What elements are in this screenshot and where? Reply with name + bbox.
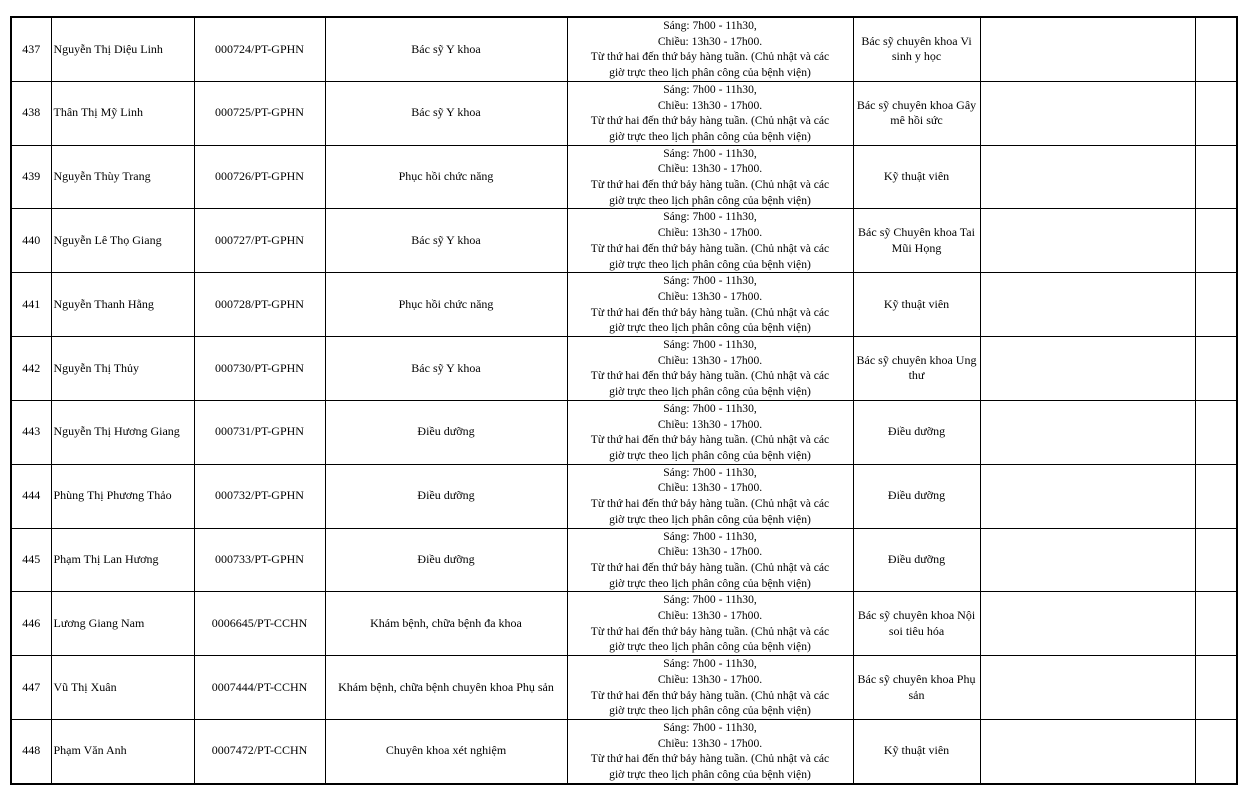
working-hours-line: giờ trực theo lịch phân công của bệnh viện): [609, 385, 811, 399]
working-hours-line: Sáng: 7h00 - 11h30,: [663, 274, 757, 288]
practice-scope-cell: Khám bệnh, chữa bệnh đa khoa: [325, 592, 567, 656]
working-hours-cell: [567, 592, 853, 656]
full-name-cell: Lương Giang Nam: [51, 592, 194, 656]
empty-cell: [1195, 273, 1237, 337]
row-number-cell: 437: [11, 17, 51, 81]
empty-cell: [980, 528, 1195, 592]
working-hours-line: giờ trực theo lịch phân công của bệnh viện): [609, 321, 811, 335]
row-number-cell: 442: [11, 337, 51, 401]
practice-scope-cell: Chuyên khoa xét nghiệm: [325, 719, 567, 783]
working-hours-cell: [567, 400, 853, 464]
working-hours-line: Từ thứ hai đến thứ bảy hàng tuần. (Chủ nhật và các: [590, 624, 830, 638]
empty-cell: [1195, 400, 1237, 464]
row-number-cell: 441: [11, 273, 51, 337]
practice-scope-cell: Bác sỹ Y khoa: [325, 17, 567, 81]
working-hours-line: Chiều: 13h30 - 17h00.: [657, 672, 763, 686]
working-hours-cell: [567, 528, 853, 592]
table-row: [11, 400, 1237, 464]
empty-cell: [980, 400, 1195, 464]
position-cell: Kỹ thuật viên: [853, 273, 980, 337]
working-hours-cell: [567, 81, 853, 145]
table-row: [11, 528, 1237, 592]
position-cell: Bác sỹ chuyên khoa Phụ sản: [853, 656, 980, 720]
working-hours-line: Sáng: 7h00 - 11h30,: [663, 82, 757, 96]
row-number-cell: 448: [11, 719, 51, 783]
position-cell: Bác sỹ chuyên khoa Vi sinh y học: [853, 17, 980, 81]
full-name-cell: Phạm Thị Lan Hương: [51, 528, 194, 592]
practice-scope-cell: Phục hồi chức năng: [325, 273, 567, 337]
working-hours-line: giờ trực theo lịch phân công của bệnh viện): [609, 512, 811, 526]
working-hours-line: Sáng: 7h00 - 11h30,: [663, 657, 757, 671]
working-hours-line: giờ trực theo lịch phân công của bệnh viện): [609, 768, 811, 782]
working-hours-line: Từ thứ hai đến thứ bảy hàng tuần. (Chủ nhật và các: [590, 50, 830, 64]
working-hours-line: Từ thứ hai đến thứ bảy hàng tuần. (Chủ nhật và các: [590, 433, 830, 447]
working-hours-line: Sáng: 7h00 - 11h30,: [663, 338, 757, 352]
working-hours-cell: [567, 337, 853, 401]
working-hours-line: Từ thứ hai đến thứ bảy hàng tuần. (Chủ nhật và các: [590, 560, 830, 574]
full-name-cell: Nguyễn Thùy Trang: [51, 145, 194, 209]
empty-cell: [980, 145, 1195, 209]
practice-scope-cell: Bác sỹ Y khoa: [325, 81, 567, 145]
table-row: [11, 81, 1237, 145]
working-hours-cell: [567, 464, 853, 528]
working-hours-line: Từ thứ hai đến thứ bảy hàng tuần. (Chủ nhật và các: [590, 241, 830, 255]
working-hours-line: Sáng: 7h00 - 11h30,: [663, 593, 757, 607]
full-name-cell: Phùng Thị Phương Thảo: [51, 464, 194, 528]
working-hours-cell: [567, 17, 853, 81]
empty-cell: [980, 656, 1195, 720]
practice-scope-cell: Bác sỹ Y khoa: [325, 337, 567, 401]
working-hours-line: Sáng: 7h00 - 11h30,: [663, 401, 757, 415]
working-hours-line: Chiều: 13h30 - 17h00.: [657, 545, 763, 559]
full-name-cell: Nguyễn Thanh Hằng: [51, 273, 194, 337]
working-hours-cell: [567, 209, 853, 273]
empty-cell: [1195, 719, 1237, 783]
position-cell: Bác sỹ chuyên khoa Gây mê hồi sức: [853, 81, 980, 145]
empty-cell: [980, 17, 1195, 81]
working-hours-line: giờ trực theo lịch phân công của bệnh viện): [609, 66, 811, 80]
license-number-cell: 000725/PT-GPHN: [194, 81, 325, 145]
working-hours-cell: [567, 273, 853, 337]
working-hours-line: giờ trực theo lịch phân công của bệnh viện): [609, 129, 811, 143]
working-hours-line: giờ trực theo lịch phân công của bệnh viện): [609, 257, 811, 271]
license-number-cell: 0007444/PT-CCHN: [194, 656, 325, 720]
row-number-cell: 444: [11, 464, 51, 528]
table-row: [11, 209, 1237, 273]
row-number-cell: 440: [11, 209, 51, 273]
empty-cell: [1195, 592, 1237, 656]
working-hours-line: Từ thứ hai đến thứ bảy hàng tuần. (Chủ nhật và các: [590, 369, 830, 383]
license-number-cell: 000730/PT-GPHN: [194, 337, 325, 401]
working-hours-line: giờ trực theo lịch phân công của bệnh viện): [609, 640, 811, 654]
working-hours-cell: [567, 145, 853, 209]
empty-cell: [980, 273, 1195, 337]
working-hours-line: Chiều: 13h30 - 17h00.: [657, 417, 763, 431]
position-cell: Bác sỹ Chuyên khoa Tai Mũi Họng: [853, 209, 980, 273]
empty-cell: [1195, 81, 1237, 145]
working-hours-line: Chiều: 13h30 - 17h00.: [657, 34, 763, 48]
empty-cell: [1195, 145, 1237, 209]
working-hours-line: Chiều: 13h30 - 17h00.: [657, 481, 763, 495]
row-number-cell: 447: [11, 656, 51, 720]
practice-scope-cell: Phục hồi chức năng: [325, 145, 567, 209]
license-number-cell: 000728/PT-GPHN: [194, 273, 325, 337]
working-hours-line: Sáng: 7h00 - 11h30,: [663, 210, 757, 224]
working-hours-line: giờ trực theo lịch phân công của bệnh viện): [609, 193, 811, 207]
full-name-cell: Vũ Thị Xuân: [51, 656, 194, 720]
position-cell: Điều dưỡng: [853, 528, 980, 592]
working-hours-line: Từ thứ hai đến thứ bảy hàng tuần. (Chủ nhật và các: [590, 688, 830, 702]
working-hours-line: Từ thứ hai đến thứ bảy hàng tuần. (Chủ nhật và các: [590, 305, 830, 319]
license-number-cell: 000727/PT-GPHN: [194, 209, 325, 273]
working-hours-line: Chiều: 13h30 - 17h00.: [657, 226, 763, 240]
table-row: [11, 337, 1237, 401]
table-row: [11, 592, 1237, 656]
table-row: [11, 656, 1237, 720]
practice-scope-cell: Điều dưỡng: [325, 400, 567, 464]
position-cell: Bác sỹ chuyên khoa Nội soi tiêu hóa: [853, 592, 980, 656]
practice-scope-cell: Khám bệnh, chữa bệnh chuyên khoa Phụ sản: [325, 656, 567, 720]
working-hours-cell: [567, 656, 853, 720]
full-name-cell: Thân Thị Mỹ Linh: [51, 81, 194, 145]
table-row: [11, 145, 1237, 209]
license-number-cell: 000733/PT-GPHN: [194, 528, 325, 592]
working-hours-line: Từ thứ hai đến thứ bảy hàng tuần. (Chủ nhật và các: [590, 752, 830, 766]
license-number-cell: 000726/PT-GPHN: [194, 145, 325, 209]
position-cell: Kỹ thuật viên: [853, 145, 980, 209]
working-hours-line: giờ trực theo lịch phân công của bệnh viện): [609, 448, 811, 462]
working-hours-line: Chiều: 13h30 - 17h00.: [657, 289, 763, 303]
row-number-cell: 438: [11, 81, 51, 145]
empty-cell: [980, 592, 1195, 656]
staff-table: [10, 16, 1238, 785]
working-hours-line: Sáng: 7h00 - 11h30,: [663, 720, 757, 734]
working-hours-cell: [567, 719, 853, 783]
full-name-cell: Nguyễn Lê Thọ Giang: [51, 209, 194, 273]
practice-scope-cell: Điều dưỡng: [325, 528, 567, 592]
row-number-cell: 443: [11, 400, 51, 464]
license-number-cell: 000731/PT-GPHN: [194, 400, 325, 464]
full-name-cell: Nguyễn Thị Hương Giang: [51, 400, 194, 464]
position-cell: Điều dưỡng: [853, 400, 980, 464]
empty-cell: [1195, 209, 1237, 273]
license-number-cell: 0007472/PT-CCHN: [194, 719, 325, 783]
working-hours-line: giờ trực theo lịch phân công của bệnh viện): [609, 704, 811, 718]
row-number-cell: 439: [11, 145, 51, 209]
empty-cell: [1195, 656, 1237, 720]
empty-cell: [980, 337, 1195, 401]
working-hours-line: Sáng: 7h00 - 11h30,: [663, 529, 757, 543]
working-hours-line: Từ thứ hai đến thứ bảy hàng tuần. (Chủ nhật và các: [590, 114, 830, 128]
working-hours-line: Sáng: 7h00 - 11h30,: [663, 146, 757, 160]
working-hours-line: Chiều: 13h30 - 17h00.: [657, 609, 763, 623]
license-number-cell: 0006645/PT-CCHN: [194, 592, 325, 656]
license-number-cell: 000732/PT-GPHN: [194, 464, 325, 528]
practice-scope-cell: Bác sỹ Y khoa: [325, 209, 567, 273]
empty-cell: [980, 719, 1195, 783]
empty-cell: [1195, 528, 1237, 592]
empty-cell: [980, 464, 1195, 528]
full-name-cell: Nguyễn Thị Diệu Linh: [51, 17, 194, 81]
empty-cell: [980, 209, 1195, 273]
working-hours-line: Sáng: 7h00 - 11h30,: [663, 465, 757, 479]
empty-cell: [1195, 17, 1237, 81]
working-hours-line: giờ trực theo lịch phân công của bệnh viện): [609, 576, 811, 590]
working-hours-line: Chiều: 13h30 - 17h00.: [657, 162, 763, 176]
working-hours-line: Từ thứ hai đến thứ bảy hàng tuần. (Chủ nhật và các: [590, 178, 830, 192]
working-hours-line: Chiều: 13h30 - 17h00.: [657, 353, 763, 367]
table-row: [11, 17, 1237, 81]
position-cell: Kỹ thuật viên: [853, 719, 980, 783]
table-row: [11, 464, 1237, 528]
full-name-cell: Nguyễn Thị Thủy: [51, 337, 194, 401]
empty-cell: [980, 81, 1195, 145]
working-hours-line: Chiều: 13h30 - 17h00.: [657, 98, 763, 112]
working-hours-line: Chiều: 13h30 - 17h00.: [657, 736, 763, 750]
table-row: [11, 719, 1237, 783]
license-number-cell: 000724/PT-GPHN: [194, 17, 325, 81]
empty-cell: [1195, 464, 1237, 528]
working-hours-line: Sáng: 7h00 - 11h30,: [663, 19, 757, 32]
table-row: [11, 273, 1237, 337]
empty-cell: [1195, 337, 1237, 401]
full-name-cell: Phạm Văn Anh: [51, 719, 194, 783]
working-hours-line: Từ thứ hai đến thứ bảy hàng tuần. (Chủ nhật và các: [590, 497, 830, 511]
position-cell: Điều dưỡng: [853, 464, 980, 528]
position-cell: Bác sỹ chuyên khoa Ung thư: [853, 337, 980, 401]
practice-scope-cell: Điều dưỡng: [325, 464, 567, 528]
row-number-cell: 446: [11, 592, 51, 656]
row-number-cell: 445: [11, 528, 51, 592]
